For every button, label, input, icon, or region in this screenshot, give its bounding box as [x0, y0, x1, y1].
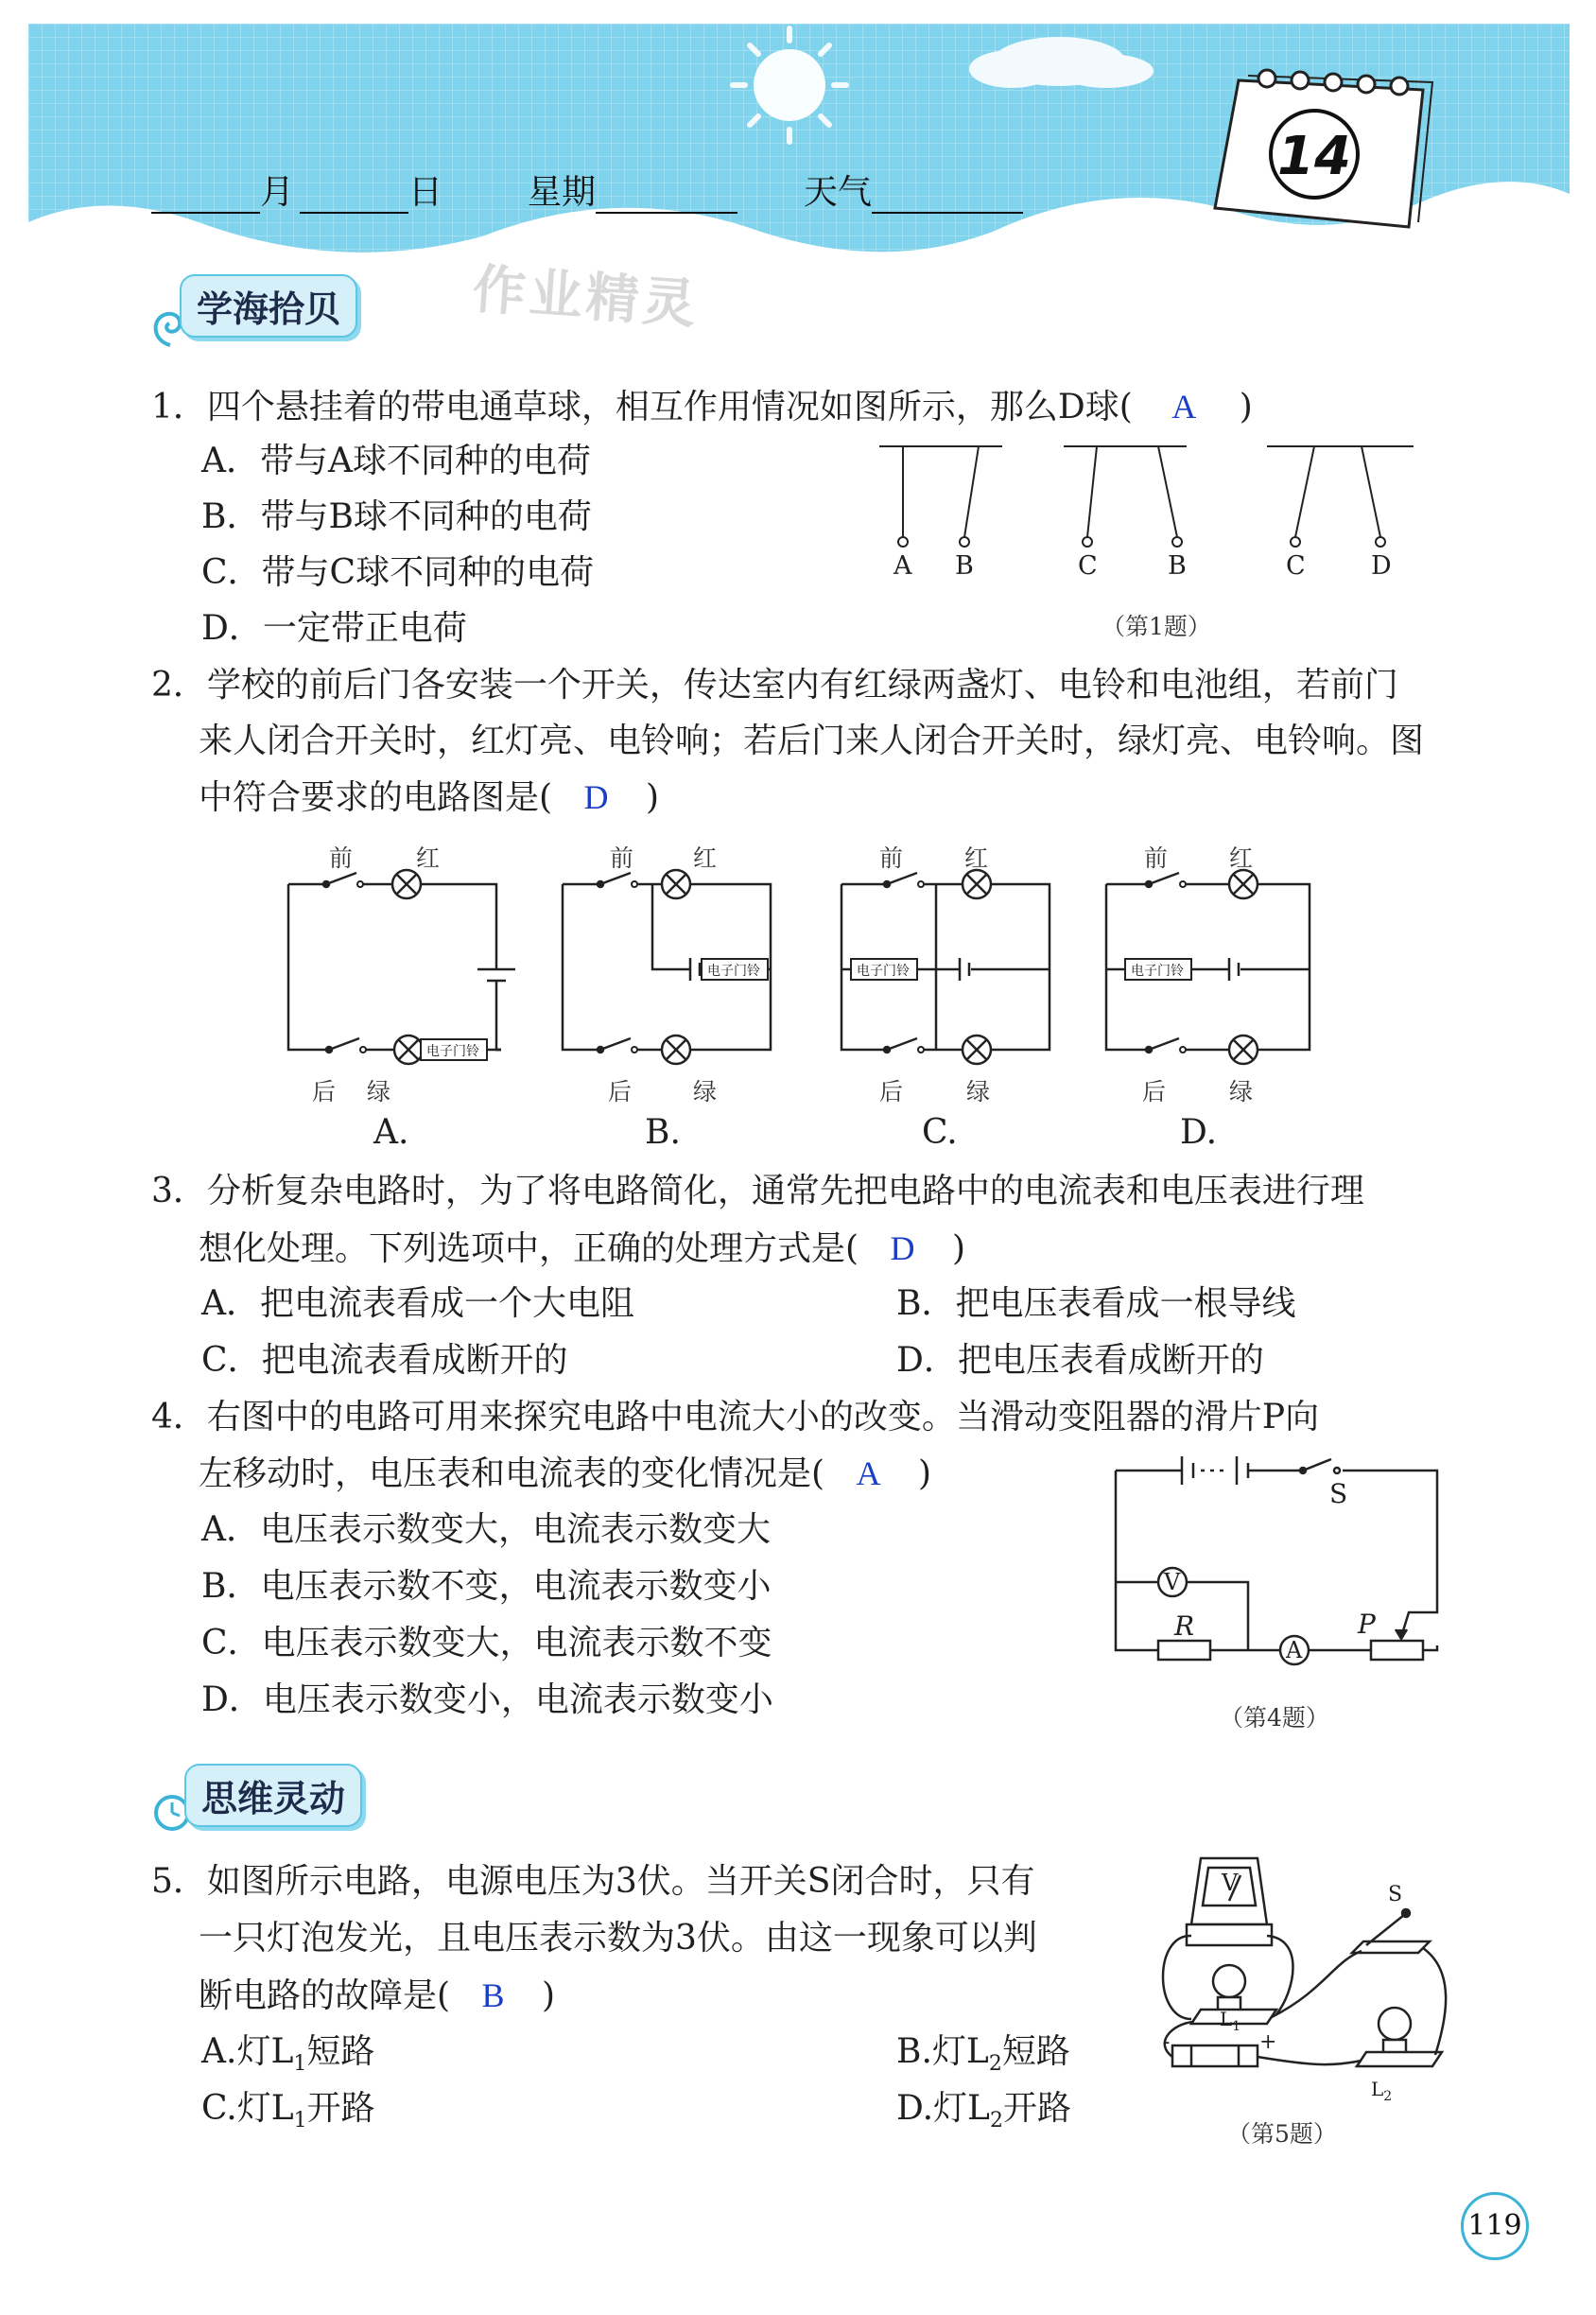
c-front: 前: [879, 844, 904, 872]
q3-line1: 3．分析复杂电路时，为了将电路简化，通常先把电路中的电流表和电压表进行理: [151, 1172, 1364, 1210]
q1-option-b[interactable]: B．带与B球不同种的电荷: [201, 497, 592, 536]
q5-label-l2: [1371, 2078, 1392, 2104]
q4-caption: （第4题）: [1220, 1704, 1329, 1732]
q4-label-r: R: [1174, 1610, 1195, 1642]
q5-apparatus-drawing: [1135, 1830, 1456, 2114]
ball-label-b: B: [955, 551, 974, 581]
ball-label-a: A: [893, 551, 912, 581]
q5-b-post: 短路: [1001, 2032, 1070, 2071]
q5-l1-text: L: [1220, 2008, 1233, 2030]
b-bell: 电子门铃: [707, 964, 760, 979]
q5-caption: （第5题）: [1227, 2120, 1337, 2148]
weather-label: 天气: [804, 173, 873, 212]
q5-option-c[interactable]: [201, 2090, 375, 2140]
q3-option-a[interactable]: A．把电流表看成一个大电阻: [201, 1284, 634, 1323]
q2-answer[interactable]: D: [583, 778, 609, 816]
month-label: 月: [260, 173, 295, 212]
q1-close: ): [1239, 388, 1253, 426]
a-front: 前: [329, 844, 354, 872]
d-green: 绿: [1229, 1078, 1254, 1105]
q3-option-b[interactable]: B．把电压表看成一根导线: [896, 1284, 1296, 1323]
q5-option-b[interactable]: [896, 2033, 1070, 2083]
q5-b-sub: 2: [988, 2052, 1002, 2077]
q1-option-d[interactable]: D．一定带正电荷: [201, 609, 467, 648]
lesson-number: 14: [1277, 126, 1351, 187]
q5-b-pre: B.灯L: [896, 2032, 989, 2071]
q5-a-pre: A.灯L: [201, 2032, 294, 2071]
q4-label-p: P: [1358, 1609, 1376, 1640]
q4-label-v: V: [1164, 1569, 1181, 1595]
q5-figure: [1135, 1830, 1456, 2114]
q4-answer[interactable]: A: [856, 1454, 881, 1492]
q1-option-a[interactable]: A．带与A球不同种的电荷: [201, 442, 591, 480]
q4-figure: [1106, 1452, 1456, 1697]
q5-close: ): [541, 1976, 556, 2015]
q5-l1-sub: 1: [1232, 2019, 1241, 2034]
q5-l2-text: L: [1371, 2078, 1384, 2100]
q4-option-c[interactable]: C．电压表示数变大，电流表示数不变: [201, 1624, 772, 1662]
q4-line2-text: 左移动时，电压表和电流表的变化情况是(: [199, 1454, 825, 1493]
choice-a[interactable]: A.: [373, 1113, 409, 1152]
q2-circuits: [274, 832, 1333, 1158]
q4-circuit-diagram: [1106, 1452, 1456, 1697]
b-green: 绿: [693, 1078, 718, 1105]
d-bell: 电子门铃: [1131, 964, 1184, 979]
q5-c-post: 开路: [306, 2089, 375, 2128]
a-back: 后: [312, 1078, 337, 1105]
section-title-2: 思维灵动: [184, 1764, 362, 1827]
q5-line2: 一只灯泡发光，且电压表示数为3伏。由这一现象可以判: [199, 1919, 1037, 1958]
ball-label-b2: B: [1168, 551, 1187, 581]
choice-d[interactable]: D.: [1180, 1113, 1218, 1152]
section-title-1: 学海拾贝: [180, 274, 357, 338]
q3-line2: [199, 1229, 965, 1268]
q5-option-a[interactable]: [201, 2033, 374, 2083]
date-line: [151, 165, 1023, 214]
q5-d-sub: 2: [989, 2109, 1003, 2133]
q3-answer[interactable]: D: [890, 1229, 915, 1267]
q3-option-c[interactable]: C．把电流表看成断开的: [201, 1341, 568, 1380]
q1-figure: [870, 435, 1437, 596]
q4-close: ): [917, 1454, 931, 1493]
week-blank[interactable]: [596, 182, 737, 214]
ball-label-d: D: [1371, 551, 1392, 581]
q3-close: ): [951, 1229, 965, 1268]
q4-label-s: S: [1329, 1478, 1348, 1509]
q3-line2-text: 想化处理。下列选项中，正确的处理方式是(: [199, 1229, 859, 1268]
q4-option-a[interactable]: A．电压表示数变大，电流表示数变大: [201, 1510, 771, 1549]
c-bell: 电子门铃: [857, 964, 910, 979]
q5-label-v: V: [1222, 1870, 1239, 1896]
q5-c-sub: 1: [293, 2109, 307, 2133]
month-blank[interactable]: [151, 182, 260, 214]
q4-option-d[interactable]: D．电压表示数变小，电流表示数变小: [201, 1680, 773, 1719]
q5-line3: [199, 1976, 555, 2015]
c-green: 绿: [966, 1078, 991, 1105]
q5-label-plus: +: [1259, 2030, 1277, 2054]
a-green: 绿: [367, 1078, 391, 1105]
q4-line1: 4．右图中的电路可用来探究电路中电流大小的改变。当滑动变阻器的滑片P向: [151, 1398, 1320, 1436]
page-number: 119: [1467, 2209, 1522, 2242]
q1-answer[interactable]: A: [1171, 388, 1197, 426]
circuit-a[interactable]: [288, 870, 515, 1064]
day-blank[interactable]: [300, 182, 408, 214]
q1-option-c[interactable]: C．带与C球不同种的电荷: [201, 553, 595, 592]
q4-label-a: A: [1286, 1637, 1303, 1663]
q1-stem: [151, 388, 1253, 426]
q5-a-sub: 1: [293, 2052, 307, 2077]
choice-b[interactable]: B.: [645, 1113, 681, 1152]
q2-line3-text: 中符合要求的电路图是(: [199, 778, 553, 817]
q5-a-post: 短路: [306, 2032, 375, 2071]
q1-stem-text: 1．四个悬挂着的带电通草球，相互作用情况如图所示，那么D球(: [151, 388, 1133, 426]
q3-option-d[interactable]: D．把电压表看成断开的: [896, 1341, 1264, 1380]
q2-line3: [199, 778, 659, 817]
q5-l2-sub: 2: [1383, 2089, 1393, 2104]
q5-label-l1: [1220, 2008, 1240, 2034]
weather-blank[interactable]: [872, 182, 1023, 214]
q5-answer[interactable]: B: [481, 1976, 505, 2014]
a-bell: 电子门铃: [426, 1044, 479, 1059]
q5-option-d[interactable]: [896, 2090, 1071, 2140]
b-red: 红: [693, 844, 718, 872]
q2-line1: 2．学校的前后门各安装一个开关，传达室内有红绿两盏灯、电铃和电池组，若前门: [151, 666, 1398, 705]
a-red: 红: [416, 844, 441, 872]
ball-label-c2: C: [1286, 551, 1306, 581]
b-front: 前: [610, 844, 634, 872]
watermark: 作业精灵: [470, 258, 702, 337]
q4-line2: [199, 1454, 931, 1493]
battery-icon: [1172, 2045, 1258, 2066]
ball-label-c: C: [1078, 551, 1098, 581]
q4-option-b[interactable]: B．电压表示数不变，电流表示数变小: [201, 1567, 772, 1606]
d-front: 前: [1144, 844, 1169, 872]
page-number-badge: [1461, 2192, 1529, 2260]
c-red: 红: [964, 844, 989, 872]
d-red: 红: [1229, 844, 1254, 872]
week-label: 星期: [528, 173, 597, 212]
switch-icon: [1352, 1909, 1430, 1953]
q1-caption: （第1题）: [1102, 613, 1211, 640]
c-back: 后: [879, 1078, 904, 1105]
q5-line1: 5．如图所示电路，电源电压为3伏。当开关S闭合时，只有: [151, 1862, 1035, 1901]
d-back: 后: [1142, 1078, 1167, 1105]
day-label: 日: [408, 173, 443, 212]
q2-close: ): [645, 778, 659, 817]
q5-c-pre: C.灯L: [201, 2089, 294, 2128]
q2-line2: 来人闭合开关时，红灯亮、电铃响；若后门来人闭合开关时，绿灯亮、电铃响。图: [199, 722, 1425, 760]
lamp-l2-icon: [1357, 2008, 1442, 2066]
b-back: 后: [608, 1078, 633, 1105]
choice-c[interactable]: C.: [922, 1113, 958, 1152]
header-banner: [28, 24, 1570, 274]
q5-d-pre: D.灯L: [896, 2089, 990, 2128]
q5-line3-text: 断电路的故障是(: [199, 1976, 451, 2015]
q5-label-minus: -: [1163, 2030, 1171, 2054]
q5-label-s: S: [1388, 1883, 1403, 1906]
q5-d-post: 开路: [1002, 2089, 1071, 2128]
